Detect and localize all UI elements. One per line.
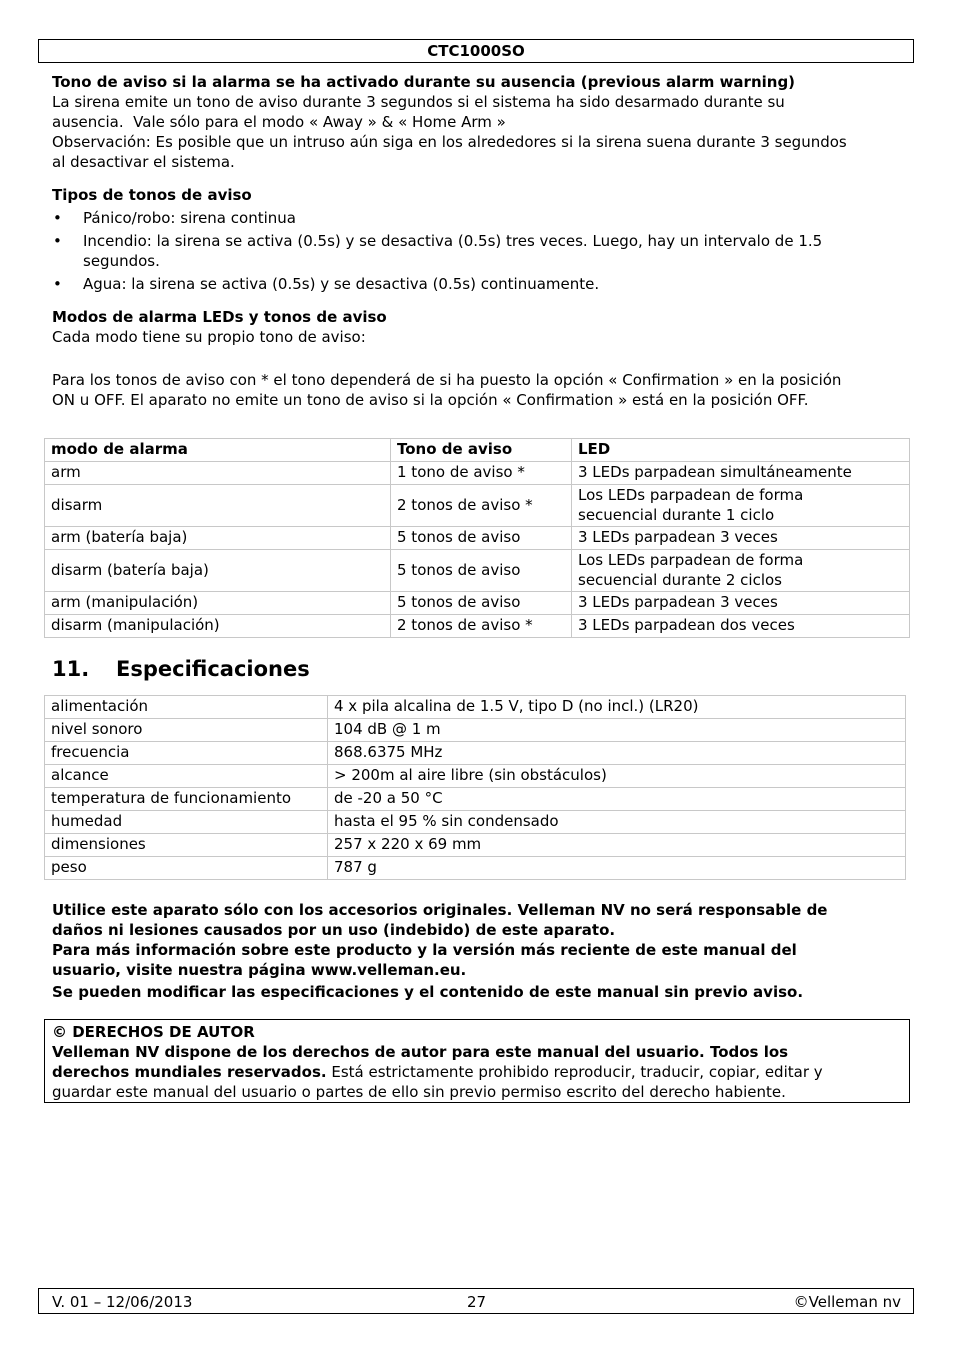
table-cell-line: Los LEDs parpadean de forma [578,551,804,569]
table-cell-line: Los LEDs parpadean de forma [578,486,804,504]
spec-value: 104 dB @ 1 m [328,719,906,742]
modes-intro: Cada modo tiene su propio tono de aviso: [52,328,366,346]
table-cell [572,485,910,527]
table-row [45,719,906,742]
list-item [52,231,912,271]
table-row [45,592,910,615]
notice-line: daños ni lesiones causados por un uso (indebido) de este aparato. [52,921,616,939]
table-cell: 3 LEDs parpadean dos veces [572,615,910,638]
table-row [45,742,906,765]
list-item [52,274,912,294]
table-cell [572,550,910,592]
copyright-title: © DERECHOS DE AUTOR [52,1023,255,1041]
spec-value: 257 x 220 x 69 mm [328,834,906,857]
copyright-text: Velleman NV dispone de los derechos de autor para este manual del usuario. Todos los [52,1043,789,1061]
table-cell: disarm (batería baja) [45,550,391,592]
table-row [45,485,910,527]
table-cell: 1 tono de aviso * [391,462,572,485]
spec-label: alcance [45,765,328,788]
table-cell: disarm (manipulación) [45,615,391,638]
notice-line: Se pueden modificar las especificaciones y el contenido de este manual sin previo aviso. [52,983,804,1001]
bullet-dot: • [53,232,62,250]
content [52,72,912,410]
spec-label: temperatura de funcionamiento [45,788,328,811]
section-title: Especificaciones [116,657,310,681]
specifications-table [44,695,906,880]
copyright-text [52,1062,902,1082]
table-header-row [45,439,910,462]
previous-alarm-text-2: ausencia. Vale sólo para el modo « Away » & « Home Arm » [52,113,506,131]
column-header: modo de alarma [45,439,391,462]
modes-note-2: ON u OFF. El aparato no emite un tono de aviso si la opción « Confirmation » está en la posición OFF. [52,391,809,409]
spec-value: 4 x pila alcalina de 1.5 V, tipo D (no incl.) (LR20) [328,696,906,719]
spec-label: alimentación [45,696,328,719]
page-header [38,39,914,63]
notice-line: Para más información sobre este producto y la versión más reciente de este manual del [52,941,797,959]
spec-value: > 200m al aire libre (sin obstáculos) [328,765,906,788]
table-row [45,765,906,788]
page-footer [38,1288,914,1314]
list-item [52,208,912,228]
copyright-bold-text: derechos mundiales reservados. [52,1063,327,1081]
page-number: 27 [467,1293,487,1311]
list-item-text: Agua: la sirena se activa (0.5s) y se desactiva (0.5s) continuamente. [83,275,600,293]
table-cell: 3 LEDs parpadean 3 veces [572,592,910,615]
previous-alarm-heading: Tono de aviso si la alarma se ha activado durante su ausencia (previous alarm warning) [52,73,796,91]
spec-value: 868.6375 MHz [328,742,906,765]
spec-value: 787 g [328,857,906,880]
footer-version: V. 01 – 12/06/2013 [52,1293,193,1311]
copyright-normal-text: Está estrictamente prohibido reproducir, traducir, copiar, editar y [326,1063,823,1081]
spec-label: nivel sonoro [45,719,328,742]
notice-line: usuario, visite nuestra página www.velleman.eu. [52,961,467,979]
notice-block [52,900,912,1002]
notice-line: Utilice este aparato sólo con los accesorios originales. Velleman NV no será responsable de [52,901,828,919]
table-cell: 3 LEDs parpadean simultáneamente [572,462,910,485]
table-row [45,696,906,719]
spec-label: frecuencia [45,742,328,765]
header-model: CTC1000SO [427,42,525,60]
table-row [45,550,910,592]
table-cell: arm (batería baja) [45,527,391,550]
column-header: LED [572,439,910,462]
modes-note-1: Para los tonos de aviso con * el tono dependerá de si ha puesto la opción « Confirmation » en la posición [52,371,842,389]
spec-value: de -20 a 50 °C [328,788,906,811]
previous-alarm-text-3: Observación: Es posible que un intruso aún siga en los alrededores si la sirena suena durante 3 segundos [52,133,847,151]
alarm-modes-table [44,438,910,638]
table-cell: 3 LEDs parpadean 3 veces [572,527,910,550]
table-cell-line: secuencial durante 1 ciclo [578,505,775,524]
spec-value: hasta el 95 % sin condensado [328,811,906,834]
table-row [45,834,906,857]
table-cell: 5 tonos de aviso [391,527,572,550]
table-cell: 5 tonos de aviso [391,550,572,592]
table-row [45,462,910,485]
footer-owner: ©Velleman nv [793,1293,901,1311]
table-cell: 5 tonos de aviso [391,592,572,615]
modes-heading: Modos de alarma LEDs y tonos de aviso [52,308,387,326]
previous-alarm-text-1: La sirena emite un tono de aviso durante 3 segundos si el sistema ha sido desarmado durante su [52,93,785,111]
previous-alarm-text-4: al desactivar el sistema. [52,153,235,171]
table-cell-line: secuencial durante 2 ciclos [578,570,782,589]
tone-types-heading: Tipos de tonos de aviso [52,186,252,204]
section-heading [52,655,310,683]
list-item-text: Incendio: la sirena se activa (0.5s) y se desactiva (0.5s) tres veces. Luego, hay un intervalo de 1.5 [83,232,823,250]
table-cell: disarm [45,485,391,527]
table-cell: arm (manipulación) [45,592,391,615]
spec-label: dimensiones [45,834,328,857]
tone-types-list [52,208,912,294]
table-row [45,811,906,834]
spec-label: peso [45,857,328,880]
bullet-dot: • [53,275,62,293]
spec-label: humedad [45,811,328,834]
bullet-dot: • [53,209,62,227]
section-number: 11. [52,657,90,681]
column-header: Tono de aviso [391,439,572,462]
table-cell: 2 tonos de aviso * [391,615,572,638]
list-item-text: Pánico/robo: sirena continua [83,209,296,227]
table-row [45,788,906,811]
table-row [45,527,910,550]
copyright-box [44,1019,910,1103]
table-row [45,615,910,638]
table-cell: arm [45,462,391,485]
list-item-text: segundos. [83,252,160,270]
table-cell: 2 tonos de aviso * [391,485,572,527]
copyright-text: guardar este manual del usuario o partes de ello sin previo permiso escrito del derecho habiente. [52,1083,786,1101]
table-row [45,857,906,880]
